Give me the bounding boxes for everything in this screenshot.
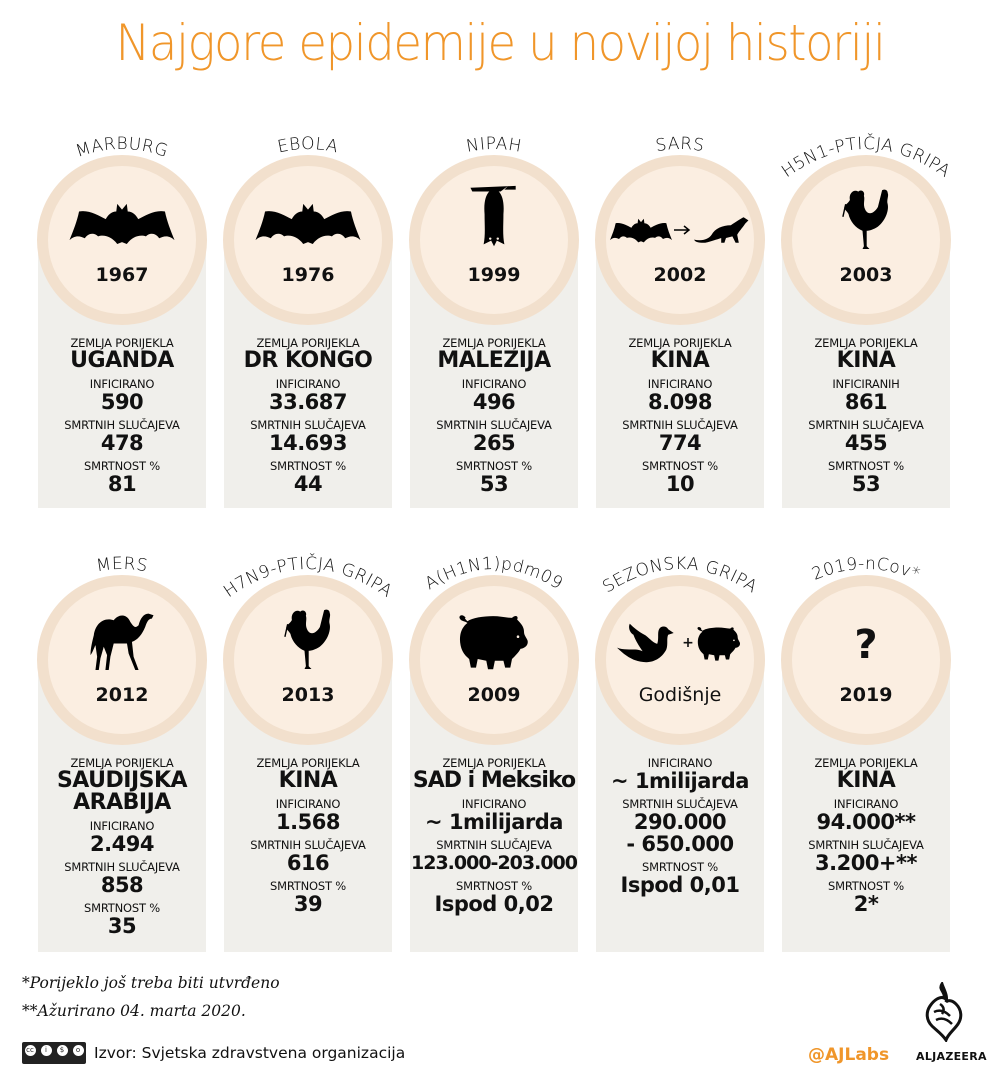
infected-value: ~ 1milijarda (425, 810, 563, 834)
mortality-label: SMRTNOST % (642, 860, 718, 874)
bat-icon (38, 198, 206, 248)
hanging-bat-icon (410, 184, 578, 250)
mortality-label: SMRTNOST % (84, 901, 160, 915)
deaths-line-2: - 650.000 (626, 832, 734, 856)
deaths-value: 3.200+** (815, 851, 917, 875)
deaths-label: SMRTNIH SLUČAJEVA (808, 838, 924, 852)
epidemic-name (576, 132, 784, 177)
mortality-label: SMRTNOST % (642, 459, 718, 473)
bird-icon (617, 620, 681, 666)
bat-to-civet-icon (596, 210, 764, 250)
epidemic-name (390, 132, 598, 177)
bat-icon (224, 198, 392, 248)
origin-label: ZEMLJA PORIJEKLA (70, 756, 174, 770)
origin-label: ZEMLJA PORIJEKLA (442, 336, 546, 350)
origin-value: UGANDA (70, 348, 174, 373)
plus-icon: + (682, 635, 694, 651)
origin-value: KINA (650, 348, 710, 373)
infected-value: ~ 1milijarda (611, 769, 749, 793)
deaths-value: 774 (658, 431, 702, 455)
pig-icon (695, 624, 743, 662)
mortality-value: 53 (479, 472, 509, 496)
epidemic-year: 1967 (95, 264, 149, 286)
svg-text:A(H1N1)pdm09: A(H1N1)pdm09 (421, 553, 567, 595)
epidemic-name (204, 132, 412, 177)
origin-value: MALEZIJA (437, 348, 551, 373)
epidemic-name (762, 128, 970, 193)
origin-value: KINA (278, 768, 338, 793)
deaths-label: SMRTNIH SLUČAJEVA (622, 797, 738, 811)
bat-icon (610, 216, 672, 244)
camel-icon (38, 606, 206, 676)
stats (782, 337, 950, 501)
svg-text:SEZONSKA GRIPA: SEZONSKA GRIPA (599, 553, 761, 598)
infected-label: INFICIRANO (833, 797, 899, 811)
stats (38, 757, 206, 943)
mortality-value: Ispod 0,01 (620, 873, 740, 897)
deaths-value: 265 (472, 431, 516, 455)
epidemic-name (762, 552, 970, 597)
rooster-icon (782, 186, 950, 256)
footnote-updated: **Ažurirano 04. marta 2020. (22, 1002, 246, 1020)
infected-label: INFICIRANO (647, 377, 713, 391)
deaths-value: 123.000-203.000 (411, 852, 577, 874)
creative-commons-icon: cc i $ o (22, 1042, 86, 1064)
infected-value: 1.568 (276, 810, 340, 834)
deaths-label: SMRTNIH SLUČAJEVA (622, 418, 738, 432)
deaths-value: 455 (844, 431, 888, 455)
aljazeera-logo-text: ALJAZEERA (916, 1050, 987, 1063)
deaths-value: 478 (100, 431, 144, 455)
origin-label: ZEMLJA PORIJEKLA (814, 756, 918, 770)
ajlabs-handle[interactable]: @AJLabs (808, 1045, 890, 1065)
stats (38, 337, 206, 501)
origin-label: ZEMLJA PORIJEKLA (814, 336, 918, 350)
origin-line-2: ARABIJA (73, 790, 171, 815)
aljazeera-logo-icon (920, 982, 966, 1042)
epidemic-year: Godišnje (638, 684, 722, 706)
epidemic-year: 2003 (839, 264, 893, 286)
epidemic-name (390, 548, 598, 613)
deaths-label: SMRTNIH SLUČAJEVA (436, 838, 552, 852)
mortality-label: SMRTNOST % (84, 459, 160, 473)
mortality-label: SMRTNOST % (270, 459, 346, 473)
origin-label: ZEMLJA PORIJEKLA (70, 336, 174, 350)
mortality-label: SMRTNOST % (828, 879, 904, 893)
deaths-value: 14.693 (268, 431, 348, 455)
deaths-label: SMRTNIH SLUČAJEVA (436, 418, 552, 432)
infected-value: 2.494 (90, 832, 154, 856)
origin-value: KINA (836, 768, 896, 793)
stats (596, 757, 764, 902)
deaths-line-1: 290.000 (633, 810, 727, 834)
svg-text:NIPAH: NIPAH (464, 133, 524, 157)
infected-label: INFICIRANIH (832, 377, 900, 391)
arrow-right-icon (674, 225, 692, 235)
deaths-label: SMRTNIH SLUČAJEVA (64, 418, 180, 432)
origin-line-1: SAUDIJSKA (56, 768, 188, 793)
epidemic-year: 2013 (281, 684, 335, 706)
question-mark-icon: ? (854, 622, 878, 668)
mortality-value: 81 (107, 472, 137, 496)
infected-label: INFICIRANO (461, 377, 527, 391)
epidemic-name (18, 132, 226, 177)
stats (224, 757, 392, 921)
deaths-label: SMRTNIH SLUČAJEVA (64, 860, 180, 874)
page-title: Najgore epidemije u novijoj historiji (115, 14, 885, 72)
source-text: Izvor: Svjetska zdravstvena organizacija (94, 1044, 406, 1062)
mortality-value: 2* (853, 892, 879, 916)
infected-value: 8.098 (648, 390, 712, 414)
svg-text:SARS: SARS (654, 133, 706, 157)
infected-label: INFICIRANO (275, 797, 341, 811)
epidemic-year: 1999 (467, 264, 521, 286)
origin-value: DR KONGO (243, 348, 373, 373)
mortality-value: 44 (293, 472, 323, 496)
deaths-label: SMRTNIH SLUČAJEVA (250, 838, 366, 852)
epidemic-year: 2002 (653, 264, 707, 286)
svg-text:H7N9-PTIČJA GRIPA: H7N9-PTIČJA GRIPA (220, 553, 396, 602)
epidemic-year: 2009 (467, 684, 521, 706)
origin-label: ZEMLJA PORIJEKLA (442, 756, 546, 770)
mortality-value: 10 (665, 472, 695, 496)
svg-text:EBOLA: EBOLA (275, 133, 341, 158)
origin-value: SAD i Meksiko (412, 768, 576, 793)
svg-text:MERS: MERS (94, 553, 150, 577)
source-line (22, 1042, 405, 1064)
infected-value: 496 (472, 390, 516, 414)
stats (224, 337, 392, 501)
mortality-label: SMRTNOST % (270, 879, 346, 893)
svg-text:MARBURG: MARBURG (73, 133, 171, 162)
origin-label: ZEMLJA PORIJEKLA (628, 336, 732, 350)
infected-value: 33.687 (268, 390, 348, 414)
infected-label: INFICIRANO (89, 819, 155, 833)
mortality-label: SMRTNOST % (456, 879, 532, 893)
pig-icon (410, 610, 578, 672)
stats (410, 757, 578, 921)
deaths-value (596, 811, 764, 855)
mortality-value: Ispod 0,02 (434, 892, 554, 916)
origin-label: ZEMLJA PORIJEKLA (256, 336, 360, 350)
epidemic-year: 2019 (839, 684, 893, 706)
epidemic-name (576, 548, 784, 613)
mortality-value: 53 (851, 472, 881, 496)
origin-value (38, 770, 206, 814)
infected-value: 861 (844, 390, 888, 414)
infected-label: INFICIRANO (647, 756, 713, 770)
epidemic-name (204, 548, 412, 613)
infected-label: INFICIRANO (275, 377, 341, 391)
bird-plus-pig-icon (596, 618, 764, 668)
epidemic-name (18, 552, 226, 597)
mortality-value: 39 (293, 892, 323, 916)
infected-label: INFICIRANO (89, 377, 155, 391)
deaths-label: SMRTNIH SLUČAJEVA (250, 418, 366, 432)
deaths-value: 616 (286, 851, 330, 875)
deaths-value: 858 (100, 873, 144, 897)
epidemic-year: 2012 (95, 684, 149, 706)
svg-text:H5N1-PTIČJA GRIPA: H5N1-PTIČJA GRIPA (778, 133, 954, 182)
svg-text:2019-nCov*: 2019-nCov* (809, 553, 923, 585)
infected-value: 590 (100, 390, 144, 414)
mortality-label: SMRTNOST % (828, 459, 904, 473)
epidemic-year: 1976 (281, 264, 335, 286)
stats (410, 337, 578, 501)
infected-label: INFICIRANO (461, 797, 527, 811)
footnote-origin: *Porijeklo još treba biti utvrđeno (22, 974, 280, 992)
origin-value: KINA (836, 348, 896, 373)
stats (782, 757, 950, 921)
infected-value: 94.000** (816, 810, 916, 834)
deaths-label: SMRTNIH SLUČAJEVA (808, 418, 924, 432)
mortality-value: 35 (107, 914, 137, 938)
civet-icon (694, 214, 750, 246)
stats (596, 337, 764, 501)
origin-label: ZEMLJA PORIJEKLA (256, 756, 360, 770)
mortality-label: SMRTNOST % (456, 459, 532, 473)
rooster-icon (224, 606, 392, 676)
